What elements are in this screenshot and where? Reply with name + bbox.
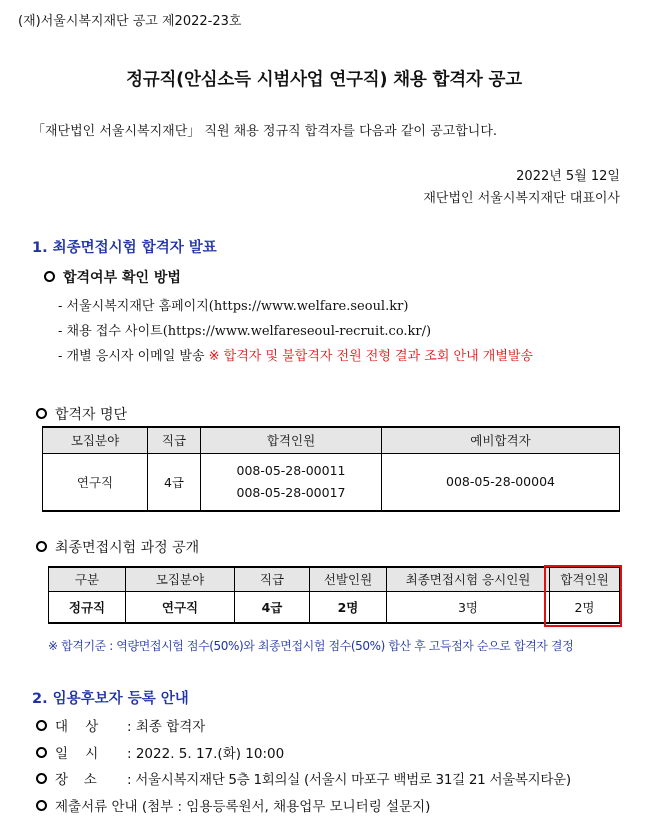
process-col-passed: 합격인원 bbox=[550, 567, 620, 591]
notice-number: (재)서울시복지재단 공고 제2022-23호 bbox=[18, 14, 242, 29]
passed-count-highlight bbox=[544, 565, 622, 627]
process-col-selected: 선발인원 bbox=[310, 567, 387, 591]
intro-text: 「재단법인 서울시복지재단」 직원 채용 정규직 합격자를 다음과 같이 공고합니다. bbox=[32, 124, 498, 139]
schedule-row: 일 시 : 2022. 5. 17.(화) 10:00 bbox=[36, 742, 284, 762]
check-item-email: - 개별 응시자 이메일 발송 ※ 합격자 및 불합격자 전원 전형 결과 조회 안내 개별발송 bbox=[58, 349, 534, 364]
passer-id: 008-05-28-00017 bbox=[236, 484, 346, 500]
circle-bullet-icon bbox=[36, 800, 47, 811]
process-type: 정규직 bbox=[49, 591, 126, 623]
pass-criteria-note: ※ 합격기준 : 역량면접시험 점수(50%)와 최종면접시험 점수(50%) 합산 후 고득점자 순으로 합격자 결정 bbox=[48, 639, 574, 653]
process-applicants: 3명 bbox=[387, 591, 550, 623]
process-heading: 최종면접시험 과정 공개 bbox=[36, 537, 199, 557]
check-method-heading: 합격여부 확인 방법 bbox=[44, 267, 181, 287]
roster-col-reserve: 예비합격자 bbox=[382, 427, 620, 453]
circle-bullet-icon bbox=[36, 720, 47, 731]
passer-id: 008-05-28-00011 bbox=[236, 462, 346, 478]
notice-date: 2022년 5월 12일 bbox=[516, 169, 620, 184]
check-item-homepage: - 서울시복지재단 홈페이지(https://www.welfare.seoul.kr) bbox=[58, 299, 409, 314]
process-field: 연구직 bbox=[126, 591, 235, 623]
process-table bbox=[48, 566, 620, 624]
circle-bullet-icon bbox=[36, 747, 47, 758]
process-grade: 4급 bbox=[235, 591, 310, 623]
page-title: 정규직(안심소득 시범사업 연구직) 채용 합격자 공고 bbox=[126, 70, 522, 90]
process-col-grade: 직급 bbox=[235, 567, 310, 591]
email-note: ※ 합격자 및 불합격자 전원 전형 결과 조회 안내 개별발송 bbox=[208, 349, 534, 364]
roster-reserve: 008-05-28-00004 bbox=[382, 453, 620, 511]
process-col-field: 모집분야 bbox=[126, 567, 235, 591]
process-col-applicants: 최종면접시험 응시인원 bbox=[387, 567, 550, 591]
documents-row: 제출서류 안내 (첨부 : 임용등록원서, 채용업무 모니터링 설문지) bbox=[36, 795, 430, 815]
roster-col-grade: 직급 bbox=[148, 427, 201, 453]
roster-grade: 4급 bbox=[148, 453, 201, 511]
roster-field: 연구직 bbox=[43, 453, 148, 511]
section2-heading: 2. 임용후보자 등록 안내 bbox=[32, 691, 189, 707]
target-row: 대 상 : 최종 합격자 bbox=[36, 715, 205, 735]
process-col-type: 구분 bbox=[49, 567, 126, 591]
roster-heading: 합격자 명단 bbox=[36, 404, 127, 424]
issuer: 재단법인 서울시복지재단 대표이사 bbox=[423, 191, 620, 206]
roster-col-passers: 합격인원 bbox=[201, 427, 382, 453]
location-row: 장 소 : 서울시복지재단 5층 1회의실 (서울시 마포구 백범로 31길 21 서울복지타운) bbox=[36, 768, 571, 788]
roster-col-field: 모집분야 bbox=[43, 427, 148, 453]
section1-heading: 1. 최종면접시험 합격자 발표 bbox=[32, 240, 217, 256]
circle-bullet-icon bbox=[36, 541, 47, 552]
roster-passers bbox=[201, 453, 382, 511]
circle-bullet-icon bbox=[36, 408, 47, 419]
roster-table bbox=[42, 426, 620, 512]
circle-bullet-icon bbox=[44, 271, 55, 282]
process-passed: 2명 bbox=[550, 591, 620, 623]
process-selected: 2명 bbox=[310, 591, 387, 623]
circle-bullet-icon bbox=[36, 773, 47, 784]
check-item-site: - 채용 접수 사이트(https://www.welfareseoul-recruit.co.kr/) bbox=[58, 324, 432, 339]
